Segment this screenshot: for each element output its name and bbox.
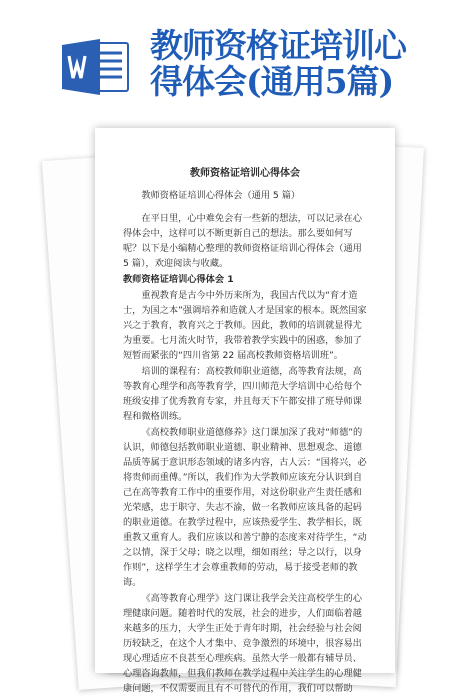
document-subtitle: 教师资格证培训心得体会（通用 5 篇）: [141, 190, 301, 201]
paragraph-1: 重视教育是古今中外历来所为，我国古代以为“育才造士，为国之本”强调培养和造就人才是国家的根本。既然国家兴之于教育，教育兴之于教师。因此，教师的培训就显得尤为重要。七月流火时节，我带着教学实践中的困惑，参加了短暂而紧张的“四川省第 22 届高校教师资格培训班”。: [123, 290, 367, 361]
page-title: [150, 28, 470, 100]
paragraph-2: 培训的课程有：高校教师职业道德，高等教育法规，高等教育心理学和高等教育学，四川师范大学培训中心给每个班级安排了优秀教育专家，并且每天下午都安排了班导师课程和微格训练。: [123, 366, 362, 422]
word-doc-icon: [62, 37, 130, 97]
intro-paragraph: 在平日里，心中难免会有一些新的想法，可以记录在心得体会中，这样可以不断更新自己的想法。那么要如何写呢？以下是小编精心整理的教师资格证培训心得体会（通用 5 篇），欢迎阅读与收藏。: [123, 213, 362, 269]
page-title-line1: 教师资格证培训心: [150, 26, 406, 65]
section-heading: 教师资格证培训心得体会 1: [123, 274, 234, 285]
page-title-line2: 得体会(通用5篇): [150, 62, 394, 101]
paragraph-4: 《高等教育心理学》这门课让我学会关注高校学生的心理健康问题。随着时代的发展，社会的进步，人们面临着越来越多的压力，大学生正处于青年时期，社会经验与社会阅历较缺乏，在这个人才集中、竞争激烈的环境中，很容易出现心理适应不良甚至心理疾病。虽然大学一般都有辅导员、心理咨询教师，但我们教师在教学过程中关注学生的心理健康问题，不仅需要而且有不可替代的作用，我们可以帮助: [123, 593, 362, 694]
document-page: [95, 128, 395, 694]
document-title: 教师资格证培训心得体会: [190, 168, 300, 179]
paragraph-3: 《高校教师职业道德修养》这门课加深了我对“师德”的认识，师德包括教师职业道德、职业精神、思想观念、道德品质等属于意识形态领域的诸多内容，古人云：“国将兴，必将贵师而重傅。”所以，我们作为大学教师应该充分认识到自己在高等教育工作中的重要作用，对这份职业产生责任感和光荣感，忠于职守、失志不渝，做一名教师应该具备的起码的职业道德。在教学过程中，应该热爱学生、教学相长，既重教又重育人。我们应该以和善宁静的态度来对待学生，“动之以情，深于父母；晓之以理，细如雨丝；导之以行，以身作则”，这样学生才会尊重教师的劳动，易于接受老师的教诲。: [123, 427, 367, 588]
